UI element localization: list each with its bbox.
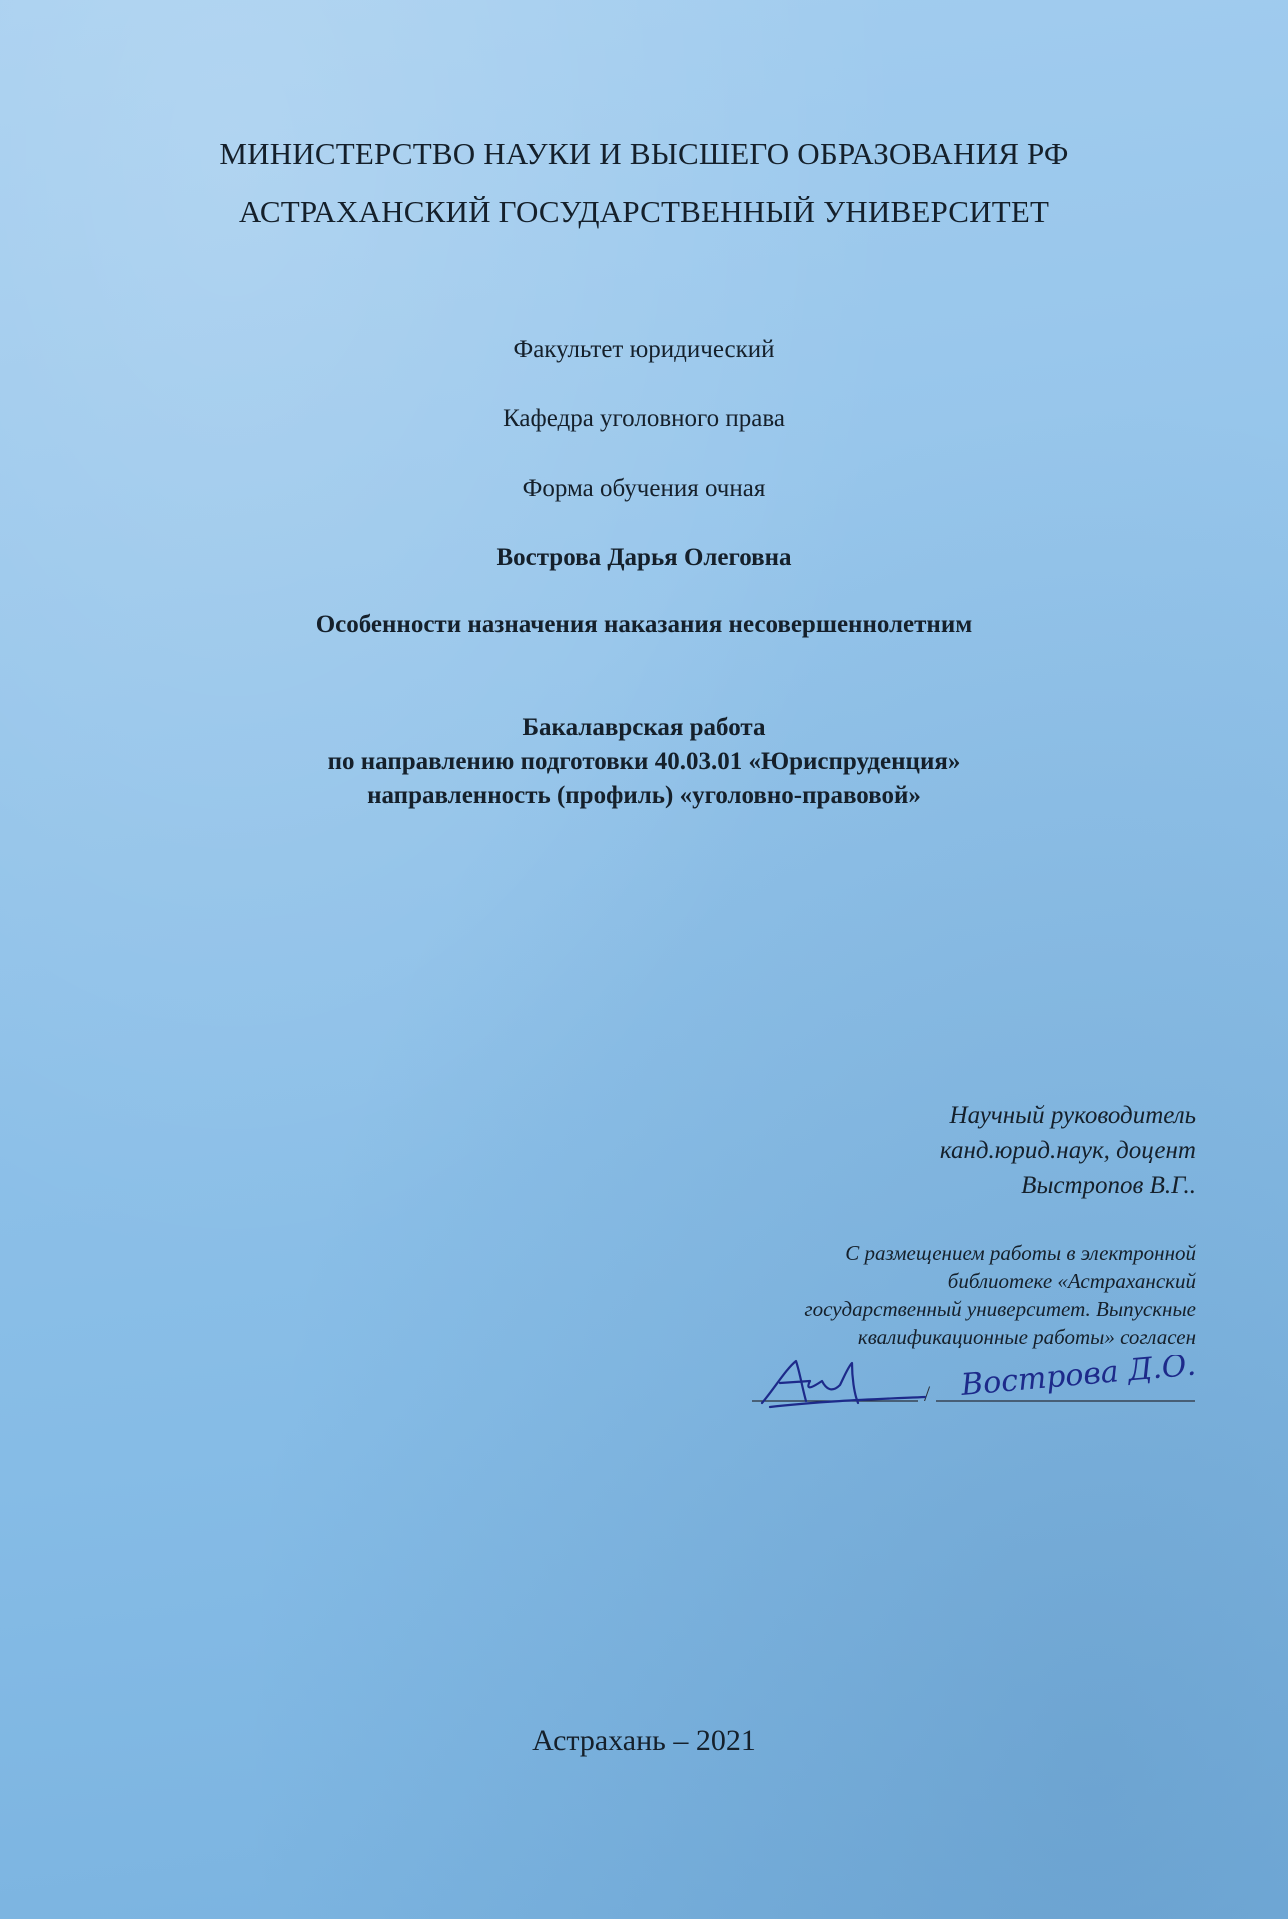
handwritten-signature: [762, 1361, 925, 1407]
study-form-line: Форма обучения очная: [522, 475, 766, 502]
author-name: Вострова Дарья Олеговна: [496, 544, 792, 571]
thesis-title: Особенности назначения наказания несовершеннолетним: [315, 611, 973, 638]
work-direction: по направлению подготовки 40.03.01 «Юриспруденция»: [327, 748, 961, 775]
faculty-line: Факультет юридический: [513, 336, 775, 363]
supervisor-degree: канд.юрид.наук, доцент: [939, 1137, 1196, 1164]
university-heading: АСТРАХАНСКИЙ ГОСУДАРСТВЕННЫЙ УНИВЕРСИТЕТ: [238, 194, 1050, 229]
consent-line: С размещением работы в электронной: [845, 1241, 1196, 1265]
consent-line: библиотеке «Астраханский: [947, 1269, 1196, 1293]
handwritten-name: Вострова Д.О.: [959, 1355, 1198, 1403]
ministry-heading: МИНИСТЕРСТВО НАУКИ И ВЫСШЕГО ОБРАЗОВАНИЯ РФ: [219, 136, 1069, 171]
work-profile: направленность (профиль) «уголовно-правовой»: [367, 782, 921, 809]
consent-line: квалификационные работы» согласен: [857, 1325, 1196, 1349]
city-year: Астрахань – 2021: [532, 1724, 756, 1757]
department-line: Кафедра уголовного права: [503, 405, 785, 432]
signature-separator: /: [924, 1381, 931, 1406]
signature-area: [740, 1355, 1210, 1415]
signature-field: [740, 1355, 1210, 1415]
supervisor-name: Выстропов В.Г..: [1021, 1172, 1196, 1199]
work-type: Бакалаврская работа: [522, 714, 766, 741]
supervisor-role: Научный руководитель: [949, 1102, 1196, 1129]
consent-line: государственный университет. Выпускные: [804, 1297, 1196, 1321]
supervisor-block: [940, 1098, 1196, 1203]
consent-block: [804, 1239, 1196, 1351]
